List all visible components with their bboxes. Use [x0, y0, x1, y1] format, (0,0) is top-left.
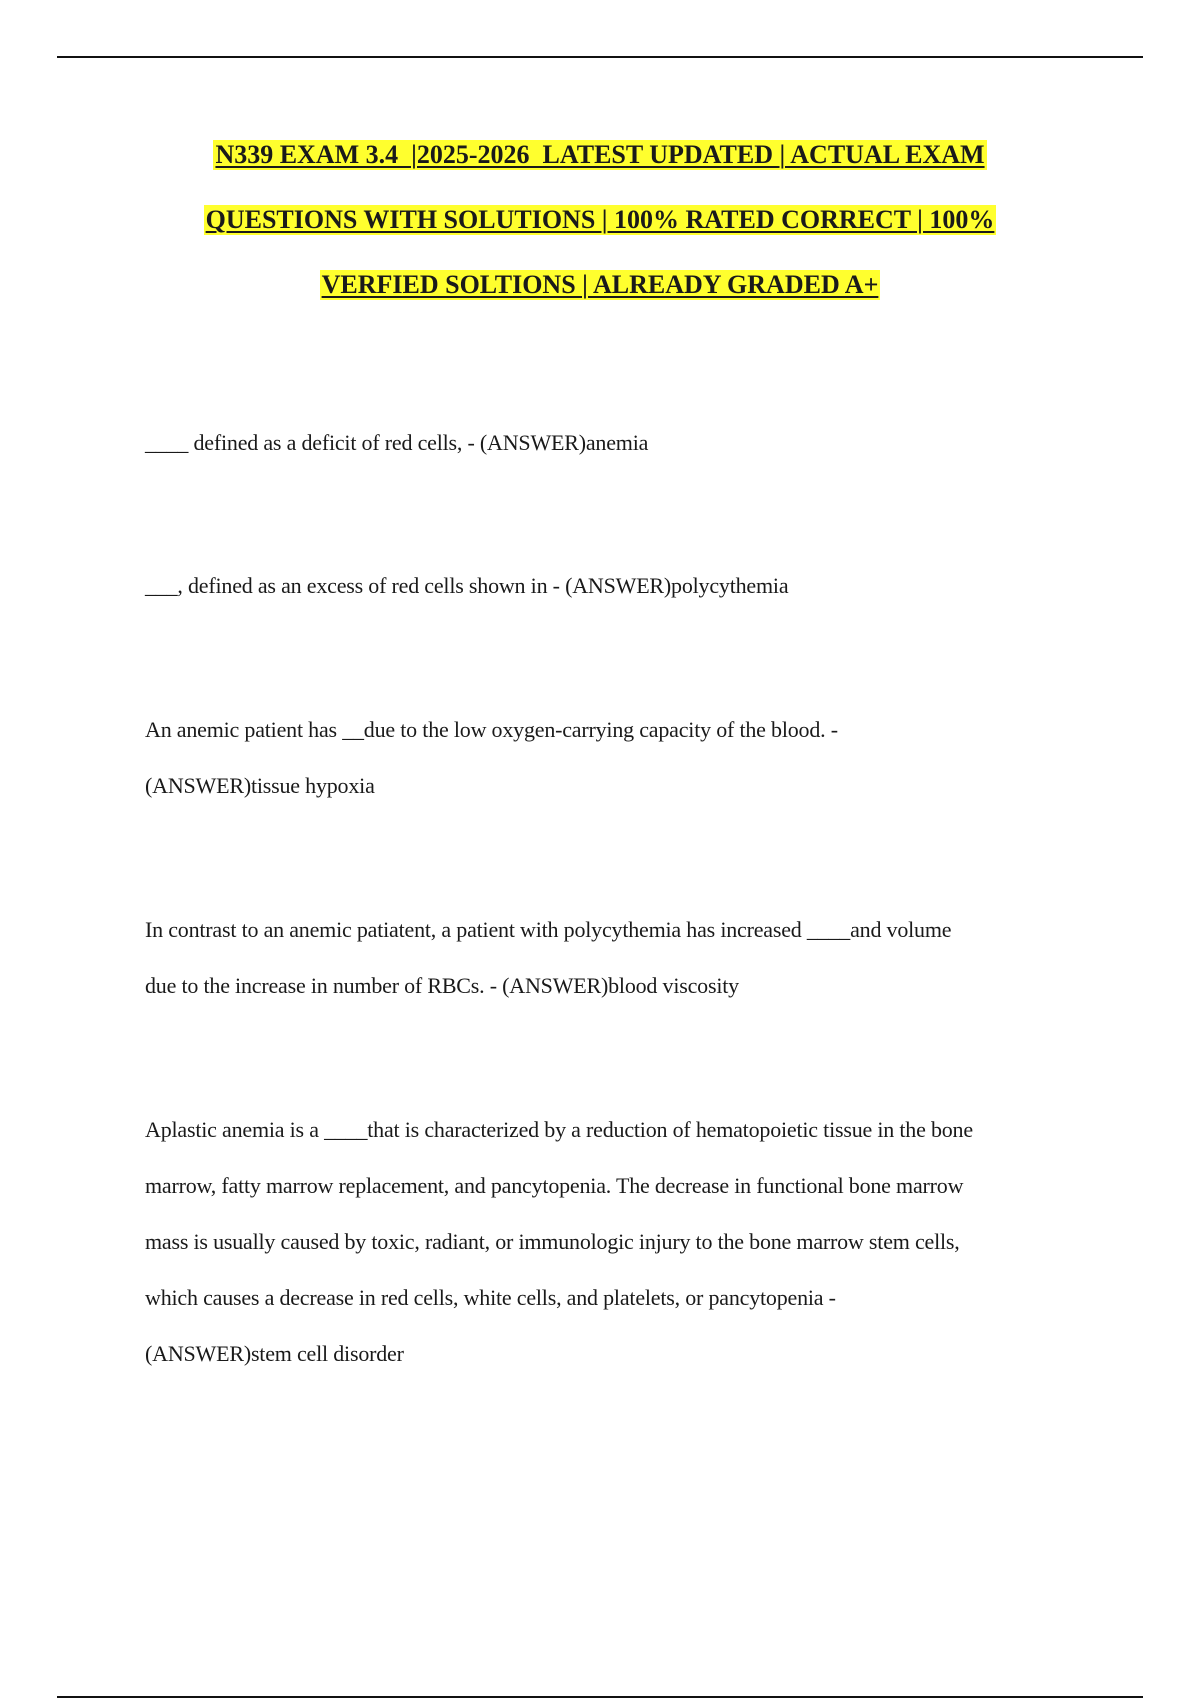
question-5-line-1: Aplastic anemia is a ____that is characterized by a reduction of hematopoietic tissue in the bone: [145, 1117, 973, 1142]
question-3-line-2: (ANSWER)tissue hypoxia: [145, 773, 375, 798]
title-line-3-text: VERFIED SOLTIONS | ALREADY GRADED A+: [321, 270, 879, 299]
title-line-2-text: QUESTIONS WITH SOLUTIONS | 100% RATED CORRECT | 100%: [205, 205, 995, 234]
question-4-line-2: due to the increase in number of RBCs. - (ANSWER)blood viscosity: [145, 973, 739, 998]
question-3-line-1: An anemic patient has __due to the low oxygen-carrying capacity of the blood. -: [145, 717, 838, 742]
title-line-2: [60, 205, 1140, 270]
document-title: [60, 140, 1140, 335]
header-rule: [57, 56, 1143, 58]
question-5-line-3: mass is usually caused by toxic, radiant, or immunologic injury to the bone marrow stem cells,: [145, 1229, 960, 1254]
question-item-5: [145, 1102, 1145, 1382]
question-1-line-1: ____ defined as a deficit of red cells, - (ANSWER)anemia: [145, 430, 649, 455]
title-line-1-text: N339 EXAM 3.4 |2025-2026 LATEST UPDATED | ACTUAL EXAM: [215, 140, 985, 169]
title-line-1: [60, 140, 1140, 205]
question-5-line-2: marrow, fatty marrow replacement, and pancytopenia. The decrease in functional bone marrow: [145, 1173, 964, 1198]
question-5-line-4: which causes a decrease in red cells, white cells, and platelets, or pancytopenia -: [145, 1285, 836, 1310]
footer-rule: [57, 1696, 1143, 1698]
question-item-3: [145, 702, 1145, 814]
question-5-line-5: (ANSWER)stem cell disorder: [145, 1341, 404, 1366]
question-4-line-1: In contrast to an anemic patiatent, a patient with polycythemia has increased ____and volume: [145, 917, 952, 942]
question-item-4: [145, 902, 1145, 1014]
question-2-line-1: ___, defined as an excess of red cells shown in - (ANSWER)polycythemia: [145, 573, 789, 598]
question-item-1: [145, 415, 1145, 471]
title-line-3: [60, 270, 1140, 335]
question-item-2: [145, 558, 1145, 614]
